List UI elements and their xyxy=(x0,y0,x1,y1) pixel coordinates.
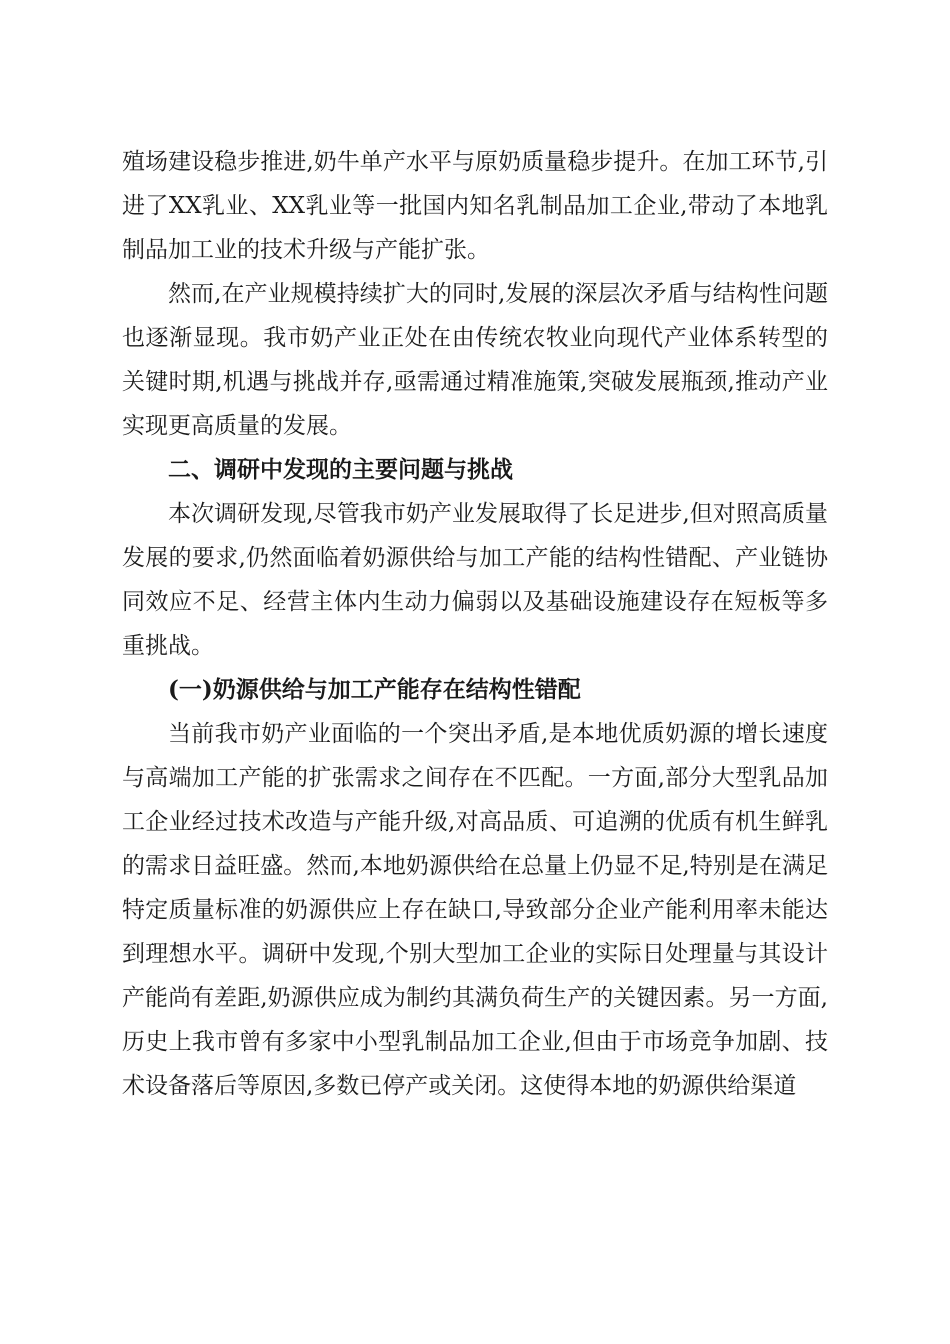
paragraph-continued: 殖场建设稳步推进,奶牛单产水平与原奶质量稳步提升。在加工环节,引进了XX乳业、XX乳业等一批国内知名乳制品加工企业,带动了本地乳制品加工业的技术升级与产能扩张。 xyxy=(122,149,828,263)
paragraph-however: 然而,在产业规模持续扩大的同时,发展的深层次矛盾与结构性问题也逐渐显现。我市奶产业正处在由传统农牧业向现代产业体系转型的关键时期,机遇与挑战并存,亟需通过精准施策,突破发展瓶颈,推动产业实现更高质量的发展。 xyxy=(122,281,828,439)
paragraph-milk-source-mismatch: 当前我市奶产业面临的一个突出矛盾,是本地优质奶源的增长速度与高端加工产能的扩张需求之间存在不匹配。一方面,部分大型乳品加工企业经过技术改造与产能升级,对高品质、可追溯的优质有机生鲜乳的需求日益旺盛。然而,本地奶源供给在总量上仍显不足,特别是在满足特定质量标准的奶源供应上存在缺口,导致部分企业产能利用率未能达到理想水平。调研中发现,个别大型加工企业的实际日处理量与其设计产能尚有差距,奶源供应成为制约其满负荷生产的关键因素。另一方面,历史上我市曾有多家中小型乳制品加工企业,但由于市场竞争加剧、技术设备落后等原因,多数已停产或关闭。这使得本地的奶源供给渠道 xyxy=(122,721,828,1099)
subsection-heading: (一)奶源供给与加工产能存在结构性错配 xyxy=(168,676,581,703)
paragraph-survey-findings: 本次调研发现,尽管我市奶产业发展取得了长足进步,但对照高质量发展的要求,仍然面临着奶源供给与加工产能的结构性错配、产业链协同效应不足、经营主体内生动力偏弱以及基础设施建设存在短板等多重挑战。 xyxy=(122,501,828,659)
document-page xyxy=(122,140,828,1108)
section-heading: 二、调研中发现的主要问题与挑战 xyxy=(168,457,513,483)
